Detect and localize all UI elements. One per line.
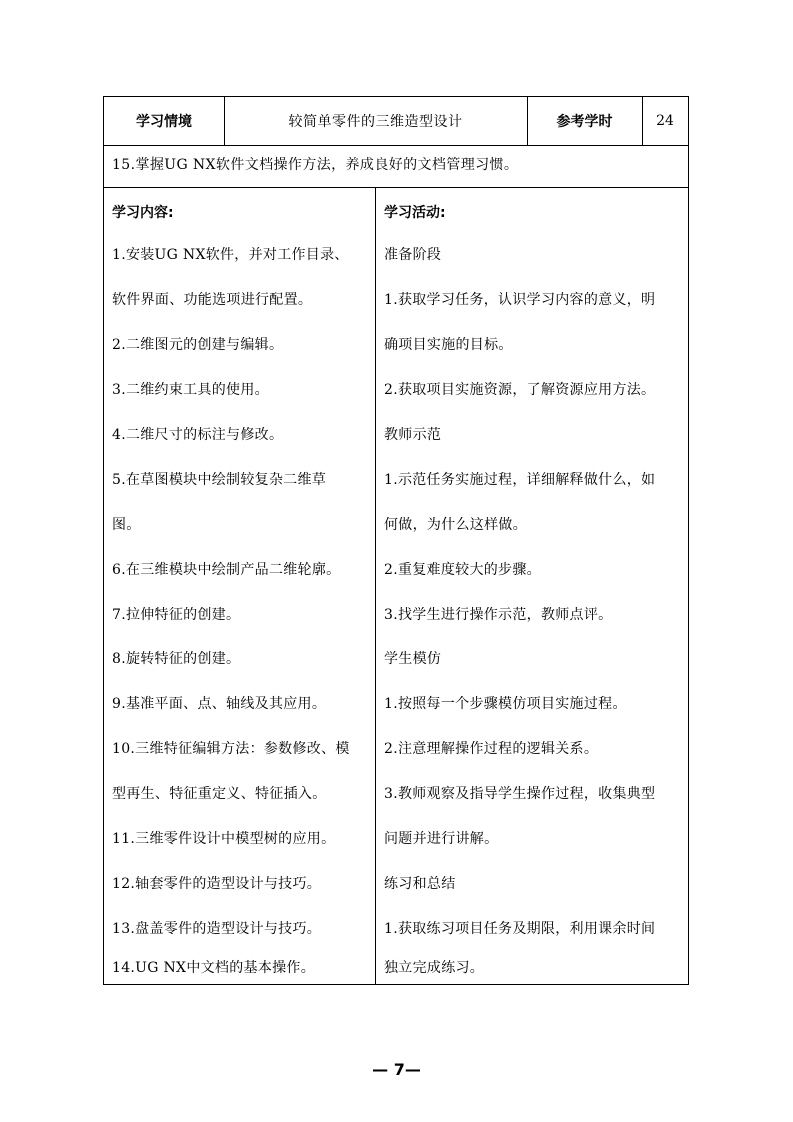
page-number: — 7— [372, 1060, 421, 1079]
hours-label: 参考学时 [556, 114, 613, 130]
body-column-divider [375, 187, 376, 984]
activity-line: 独立完成练习。 [384, 960, 485, 976]
activity-line: 2.获取项目实施资源，了解资源应用方法。 [384, 382, 656, 398]
content-line: 型再生、特征重定义、特征插入。 [112, 786, 327, 802]
activity-heading: 学习活动: [384, 205, 446, 221]
content-line: 7.拉伸特征的创建。 [112, 607, 241, 623]
activity-line: 问题并进行讲解。 [384, 831, 499, 847]
content-heading: 学习内容: [112, 205, 174, 221]
activity-line: 何做，为什么这样做。 [384, 517, 527, 533]
activity-line: 确项目实施的目标。 [384, 337, 513, 353]
content-line: 13.盘盖零件的造型设计与技巧。 [112, 921, 322, 937]
row-divider-goal [104, 187, 688, 188]
activity-line: 2.注意理解操作过程的逻辑关系。 [384, 741, 599, 757]
hours-value: 24 [656, 113, 674, 129]
activity-line: 1.获取学习任务，认识学习内容的意义，明 [384, 292, 656, 308]
content-line: 软件界面、功能选项进行配置。 [112, 292, 313, 308]
activity-line: 教师示范 [384, 427, 442, 443]
content-line: 5.在草图模块中绘制较复杂二维草 [112, 472, 327, 488]
situation-title: 较简单零件的三维造型设计 [288, 114, 463, 130]
activity-line: 2.重复难度较大的步骤。 [384, 562, 541, 578]
goal-text: 15.掌握UG NX软件文档操作方法，养成良好的文档管理习惯。 [112, 157, 519, 173]
content-line: 14.UG NX中文档的基本操作。 [112, 960, 316, 976]
activity-line: 1.示范任务实施过程，详细解释做什么，如 [384, 472, 656, 488]
content-line: 4.二维尺寸的标注与修改。 [112, 427, 284, 443]
content-line: 2.二维图元的创建与编辑。 [112, 337, 284, 353]
content-line: 8.旋转特征的创建。 [112, 651, 241, 667]
activity-line: 学生模仿 [384, 651, 442, 667]
content-line: 11.三维零件设计中模型树的应用。 [112, 831, 336, 847]
row-divider-header [104, 145, 688, 146]
content-line: 12.轴套零件的造型设计与技巧。 [112, 876, 322, 892]
course-table [103, 96, 689, 985]
activity-line: 1.获取练习项目任务及期限，利用课余时间 [384, 921, 656, 937]
content-line: 1.安装UG NX软件，并对工作目录、 [112, 247, 349, 263]
activity-line: 练习和总结 [384, 876, 456, 892]
situation-label: 学习情境 [136, 114, 192, 130]
content-line: 9.基准平面、点、轴线及其应用。 [112, 696, 327, 712]
activity-line: 3.教师观察及指导学生操作过程，收集典型 [384, 786, 656, 802]
activity-line: 3.找学生进行操作示范，教师点评。 [384, 607, 613, 623]
activity-line: 1.按照每一个步骤模仿项目实施过程。 [384, 696, 627, 712]
content-line: 图。 [112, 517, 141, 533]
content-line: 3.二维约束工具的使用。 [112, 382, 269, 398]
content-line: 6.在三维模块中绘制产品二维轮廓。 [112, 562, 341, 578]
content-line: 10.三维特征编辑方法：参数修改、模 [112, 741, 350, 757]
activity-line: 准备阶段 [384, 247, 442, 263]
